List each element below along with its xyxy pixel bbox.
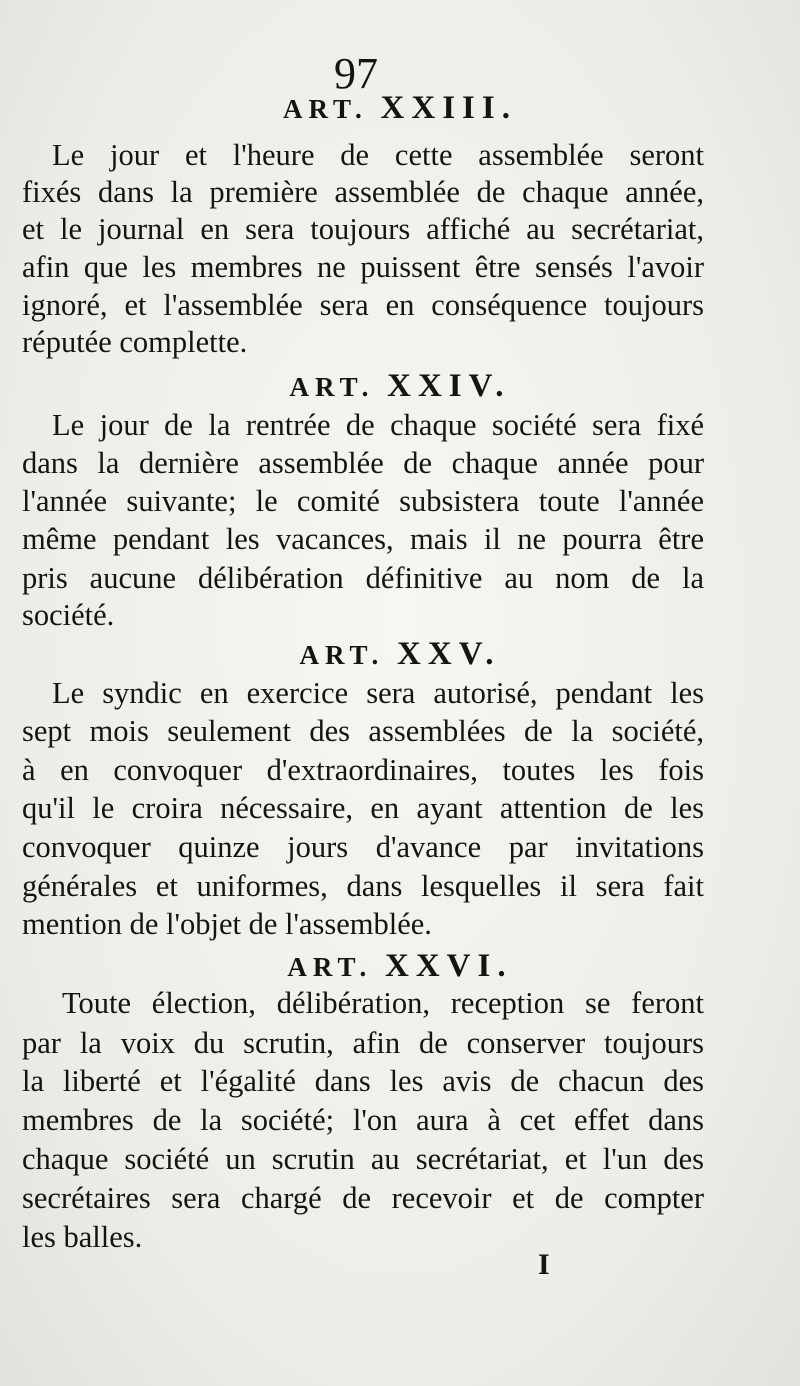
text-line: même pendant les vacances, mais il ne pourra être [22,522,704,556]
text-line: membres de la société; l'on aura à cet effet dans [22,1103,704,1137]
text-line: par la voix du scrutin, afin de conserver toujours [22,1026,704,1060]
text-line: sept mois seulement des assemblées de la société, [22,714,704,748]
text-line: Le jour et l'heure de cette assemblée seront [52,138,704,172]
article-heading-xxvi: ART. XXVI. [287,948,513,984]
article-heading-xxiii: ART. XXIII. [282,90,517,126]
article-heading-xxv: ART. XXV. [299,636,501,672]
text-line: l'année suivante; le comité subsistera toute l'année [22,484,704,518]
text-line: convoquer quinze jours d'avance par invitations [22,830,704,864]
text-line: la liberté et l'égalité dans les avis de chacun des [22,1064,704,1098]
signature-mark: I [538,1248,550,1281]
text-line: ignoré, et l'assemblée sera en conséquence toujours [22,288,704,322]
page-number: 97 [334,49,378,98]
text-line: mention de l'objet de l'assemblée. [22,907,432,941]
text-line: secrétaires sera chargé de recevoir et de compter [22,1181,704,1215]
article-heading-xxiv: ART. XXIV. [289,368,511,404]
text-line: chaque société un scrutin au secrétariat, et l'un des [22,1142,704,1176]
text-line: afin que les membres ne puissent être sensés l'avoir [22,250,704,284]
text-line: les balles. [22,1220,143,1254]
text-line: à en convoquer d'extraordinaires, toutes les fois [22,753,704,787]
text-line: fixés dans la première assemblée de chaque année, [22,175,704,209]
text-line: Toute élection, délibération, reception se feront [62,986,704,1020]
text-line: réputée complette. [22,325,248,359]
text-line: générales et uniformes, dans lesquelles il sera fait [22,869,704,903]
text-line: qu'il le croira nécessaire, en ayant attention de les [22,791,704,825]
text-line: pris aucune délibération définitive au nom de la [22,561,704,595]
text-line: Le syndic en exercice sera autorisé, pendant les [52,676,704,710]
text-line: dans la dernière assemblée de chaque année pour [22,446,704,480]
text-line: et le journal en sera toujours affiché au secrétariat, [22,212,704,246]
text-line: Le jour de la rentrée de chaque société sera fixé [52,408,704,442]
text-line: société. [22,598,115,632]
